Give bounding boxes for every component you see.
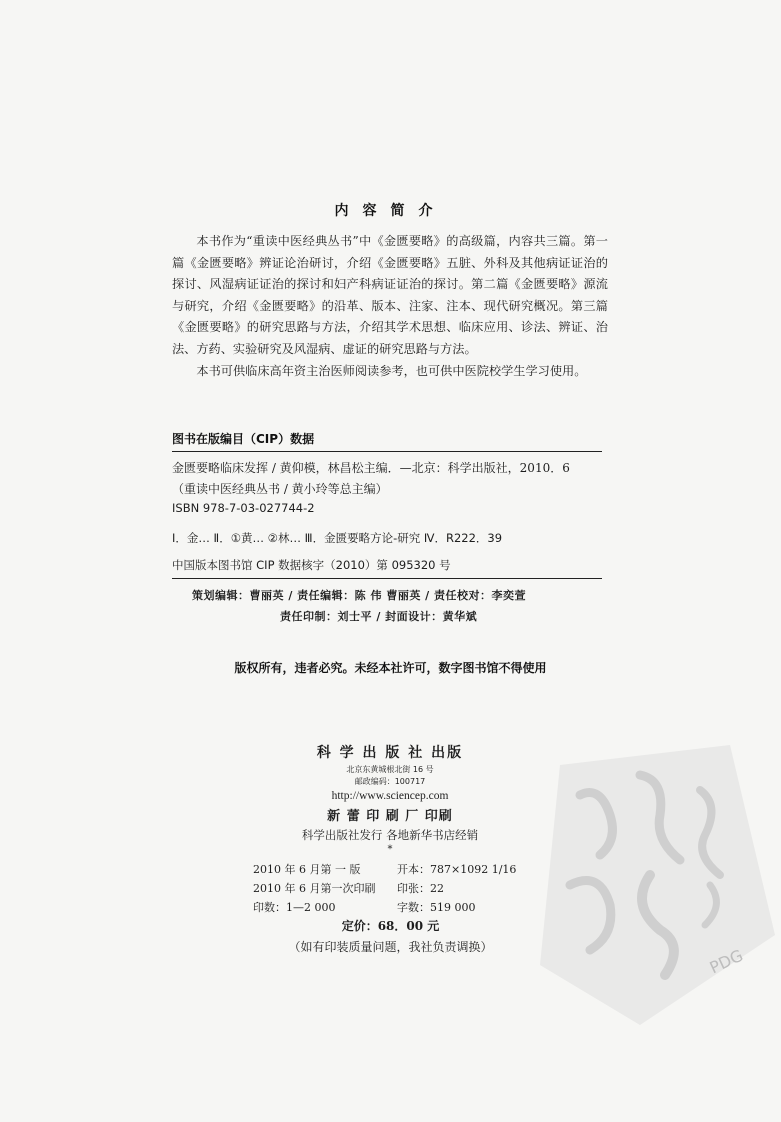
summary-title: 内容简介 — [334, 203, 447, 219]
summary-paragraph: 本书作为“重读中医经典丛书”中《金匮要略》的高级篇，内容共三篇。第一篇《金匮要略》辨证论治研讨，介绍《金匮要略》五脏、外科及其他病证证治的探讨、风湿病证证治的探讨和妇产科病证证治的探讨。第二篇《金匮要略》源流与研究，介绍《金匮要略》的沿革、版本、注家、注本、现代研究概况。第三篇《金匮要略》的研究思路与方法，介绍其学术思想、临床应用、诊法、辨证、治法、方药、实验研究及风湿病、虚证的研究思路与方法。 — [172, 234, 608, 356]
sheets-info: 印张：22 — [397, 882, 444, 895]
edition-info: 2010 年 6 月第 一 版 — [253, 863, 361, 876]
stamp-text: PDG — [706, 945, 746, 978]
publisher-postcode: 邮政编码：100717 — [354, 777, 426, 786]
format-info: 开本：787×1092 1/16 — [397, 863, 517, 876]
cip-top-rule — [172, 451, 602, 452]
cip-title-line: 金匮要略临床发挥 / 黄仰模，林昌松主编．—北京：科学出版社，2010．6 — [172, 461, 570, 475]
publisher-name: 科 学 出 版 社 出版 — [316, 745, 464, 761]
printing-info: 2010 年 6 月第一次印刷 — [253, 882, 376, 895]
cip-heading: 图书在版编目（CIP）数据 — [172, 432, 315, 446]
cip-classification: Ⅰ．金… Ⅱ．①黄… ②林… Ⅲ．金匮要略方论-研究 Ⅳ．R222．39 — [172, 531, 503, 545]
publisher-url: http://www.sciencep.com — [331, 790, 449, 802]
cip-record-number: 中国版本图书馆 CIP 数据核字（2010）第 095320 号 — [172, 558, 451, 572]
cip-isbn: ISBN 978-7-03-027744-2 — [172, 501, 315, 515]
imprint-block — [240, 742, 540, 857]
distribution-line: 科学出版社发行 各地新华书店经销 — [301, 828, 479, 842]
rights-notice: 版权所有，违者必究。未经本社许可，数字图书馆不得使用 — [234, 661, 547, 675]
printer-name: 新 蕾 印 刷 厂 印刷 — [327, 809, 453, 824]
quality-notice: （如有印装质量问题，我社负责调换） — [288, 940, 493, 954]
cip-series-line: （重读中医经典丛书 / 黄小玲等总主编） — [172, 482, 388, 496]
watermark-stamp — [520, 735, 780, 1035]
print-run-info: 印数：1—2 000 — [253, 901, 336, 914]
cip-bottom-rule — [172, 578, 602, 579]
summary-body — [172, 231, 608, 382]
price: 定价：68．00 元 — [341, 919, 440, 933]
separator-mark: * — [387, 844, 393, 855]
production-credits: 责任印制：刘士平 / 封面设计：黄华斌 — [280, 610, 478, 623]
word-count-info: 字数：519 000 — [397, 901, 476, 914]
summary-paragraph: 本书可供临床高年资主治医师阅读参考，也可供中医院校学生学习使用。 — [196, 363, 587, 378]
editor-credits: 策划编辑：曹丽英 / 责任编辑：陈 伟 曹丽英 / 责任校对：李奕萱 — [192, 589, 527, 602]
publisher-address: 北京东黄城根北街 16 号 — [346, 765, 434, 774]
